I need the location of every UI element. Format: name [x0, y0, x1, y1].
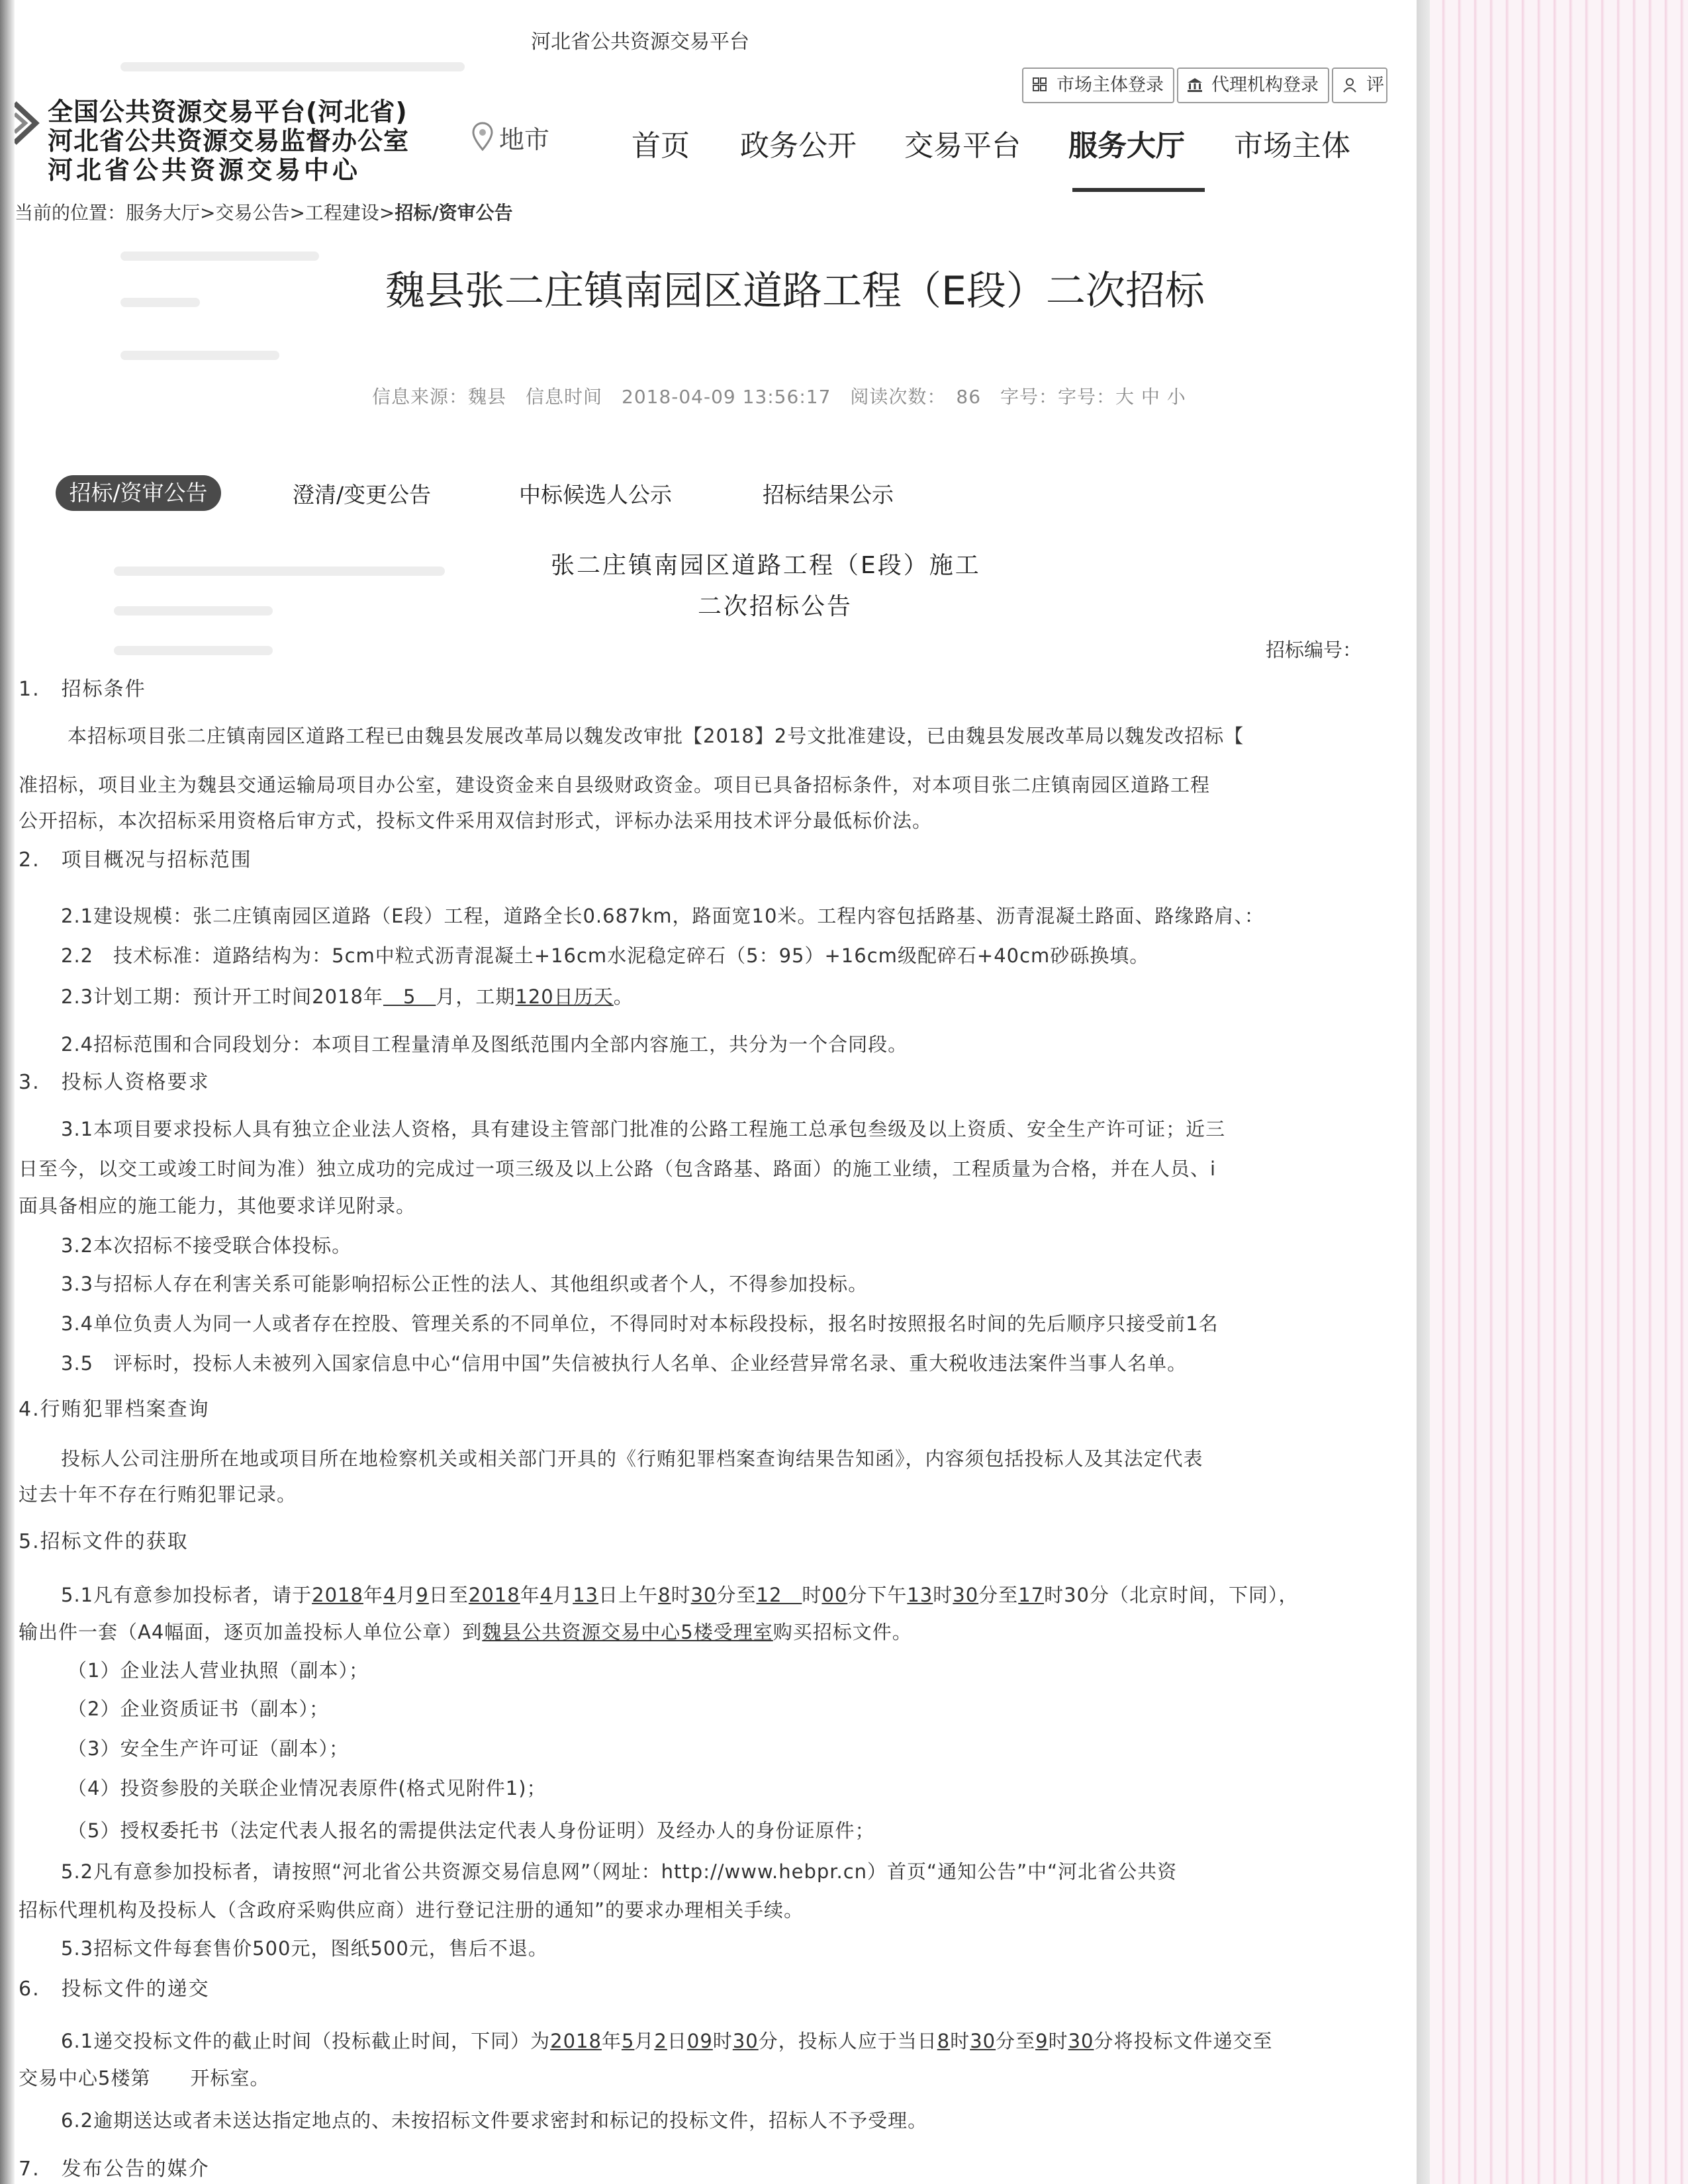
- text: 魏县公共资源交易中心5楼受理室: [482, 1621, 773, 1643]
- section-heading-1: 1. 招标条件: [19, 678, 146, 701]
- paragraph-line: [19, 1617, 912, 1645]
- text: 13: [907, 1584, 933, 1606]
- market-login-label: 市场主体登录: [1056, 75, 1164, 95]
- paragraph-line: 准招标，项目业主为魏县交通运输局项目办公室，建设资金来自县级财政资金。项目已具备招标条件，对本项目张二庄镇南园区道路工程: [19, 774, 1211, 796]
- text: 年: [601, 2030, 622, 2052]
- agent-login-label: 代理机构登录: [1211, 75, 1319, 95]
- text: 09: [686, 2030, 713, 2052]
- logo-line-3: 河北省公共资源交易中心: [48, 156, 361, 185]
- nav-service-hall[interactable]: 服务大厅: [1068, 129, 1185, 163]
- text: 5.1凡有意参加投标者，请于: [61, 1584, 312, 1606]
- paragraph-line: 投标人公司注册所在地或项目所在地检察机关或相关部门开具的《行贿犯罪档案查询结果告知函》，内容须包括投标人及其法定代表: [61, 1447, 1203, 1470]
- section-heading-6: 6. 投标文件的递交: [19, 1978, 210, 2001]
- text: 4: [539, 1584, 553, 1606]
- text: 分，投标人应于当日: [758, 2030, 937, 2052]
- text: 日: [667, 2030, 687, 2052]
- paragraph-line: 面具备相应的施工能力，其他要求详见附录。: [19, 1195, 416, 1217]
- text: 12: [756, 1584, 802, 1606]
- bleed-through: [114, 567, 445, 576]
- paragraph-line: [61, 1580, 1299, 1608]
- market-login-button[interactable]: [1022, 68, 1174, 103]
- text: 2.3计划工期：预计开工时间2018年: [61, 985, 383, 1008]
- city-selector[interactable]: [478, 119, 549, 156]
- bleed-through: [120, 298, 200, 307]
- text: 月: [634, 2030, 655, 2052]
- paragraph-line: 3.5 评标时，投标人未被列入国家信息中心“信用中国”失信被执行人名单、企业经营异常名录、重大税收违法案件当事人名单。: [61, 1352, 1188, 1375]
- text: 日至: [428, 1584, 469, 1606]
- text: 年: [520, 1584, 540, 1606]
- tender-code-label: 招标编号：: [1266, 639, 1362, 661]
- paragraph-line: 3.4单位负责人为同一人或者存在控股、管理关系的不同单位，不得同时对本标段投标，报名时按照报名时间的先后顺序只接受前1名: [61, 1312, 1219, 1335]
- city-label: 地市: [499, 125, 550, 154]
- text: 5: [383, 985, 436, 1008]
- tab-candidates[interactable]: 中标候选人公示: [519, 482, 672, 508]
- document-page: [15, 0, 1417, 2184]
- bleed-through: [120, 351, 279, 360]
- text: 9: [416, 1584, 429, 1606]
- text: 月: [553, 1584, 573, 1606]
- text: 00: [821, 1584, 848, 1606]
- tab-tender-notice[interactable]: 招标/资审公告: [56, 475, 221, 511]
- nav-active-indicator: [1072, 188, 1205, 192]
- paragraph-line: 3.3与招标人存在利害关系可能影响招标公正性的法人、其他组织或者个人，不得参加投标。: [61, 1273, 868, 1295]
- nav-market-entity[interactable]: 市场主体: [1234, 129, 1350, 163]
- scan-page-stack: [1430, 0, 1688, 2184]
- paragraph-line: 过去十年不存在行贿犯罪记录。: [19, 1483, 297, 1506]
- text: 分将投标文件递交至: [1094, 2030, 1273, 2052]
- platform-logo-icon: [15, 97, 41, 150]
- text: 购买招标文件。: [773, 1621, 912, 1643]
- text: 分至: [716, 1584, 757, 1606]
- text: 2018: [468, 1584, 520, 1606]
- paragraph-line: 公开招标，本次招标采用资格后审方式，投标文件采用双信封形式，评标办法采用技术评分最低标价法。: [19, 809, 933, 832]
- text: 时30分（北京时间，下同），: [1044, 1584, 1299, 1606]
- text: 30: [953, 1584, 979, 1606]
- paragraph-line: 5.3招标文件每套售价500元，图纸500元，售后不退。: [61, 1937, 548, 1960]
- expert-login-button[interactable]: [1332, 68, 1387, 103]
- notice-title-line-1: 张二庄镇南园区道路工程（E段）施工: [551, 552, 981, 579]
- text: 120日历天: [515, 985, 614, 1008]
- location-pin-icon: [471, 122, 494, 151]
- list-item: （5）授权委托书（法定代表人报名的需提供法定代表人身份证明）及经办人的身份证原件；: [68, 1819, 875, 1842]
- expert-login-label: 评: [1366, 75, 1384, 95]
- nav-gov-affairs[interactable]: 政务公开: [740, 129, 857, 163]
- logo-line-2: 河北省公共资源交易监督办公室: [48, 126, 410, 156]
- paragraph-line: [61, 2026, 1273, 2054]
- page-title: 魏县张二庄镇南园区道路工程（E段）二次招标: [385, 268, 1205, 314]
- nav-home[interactable]: 首页: [632, 129, 690, 163]
- text: 时: [950, 2030, 970, 2052]
- text: 8: [937, 2030, 951, 2052]
- breadcrumb-current: 招标/资审公告: [395, 202, 513, 224]
- bank-icon: [1186, 76, 1203, 93]
- text: 9: [1035, 2030, 1049, 2052]
- text: 30: [970, 2030, 996, 2052]
- tab-results[interactable]: 招标结果公示: [763, 482, 894, 508]
- text: 。: [613, 985, 633, 1008]
- bleed-through: [120, 251, 319, 261]
- section-heading-2: 2. 项目概况与招标范围: [19, 848, 252, 872]
- text: 2018: [550, 2030, 602, 2052]
- text: 时: [1048, 2030, 1068, 2052]
- text: 分至: [978, 1584, 1019, 1606]
- notice-title-line-2: 二次招标公告: [698, 593, 853, 620]
- tab-clarification[interactable]: 澄清/变更公告: [293, 482, 432, 508]
- paragraph-line: 3.2本次招标不接受联合体投标。: [61, 1234, 352, 1257]
- text: 6.1递交投标文件的截止时间（投标截止时间，下同）为: [61, 2030, 551, 2052]
- text: 分下午: [847, 1584, 908, 1606]
- text: 8: [658, 1584, 671, 1606]
- text: 年: [363, 1584, 383, 1606]
- text: 月: [396, 1584, 416, 1606]
- text: 17: [1018, 1584, 1045, 1606]
- logo-line-1: 全国公共资源交易平台(河北省): [48, 97, 408, 126]
- list-item: （1）企业法人营业执照（副本）；: [68, 1659, 369, 1682]
- paragraph-line: 2.2 技术标准：道路结构为：5cm中粒式沥青混凝土+16cm水泥稳定碎石（5：95）+16cm级配碎石+40cm砂砾换填。: [61, 944, 1150, 967]
- list-item: （4）投资参股的关联企业情况表原件(格式见附件1)；: [68, 1777, 547, 1799]
- text: 时: [933, 1584, 953, 1606]
- paragraph-line: 交易中心5楼第 开标室。: [19, 2067, 270, 2089]
- bleed-through: [114, 646, 273, 655]
- paragraph-line: 本招标项目张二庄镇南园区道路工程已由魏县发展改革局以魏发改审批【2018】2号文批准建设，已由魏县发展改革局以魏发改招标【: [68, 725, 1244, 747]
- paragraph-line: [61, 982, 633, 1009]
- text: 5: [621, 2030, 635, 2052]
- article-meta: 信息来源：魏县 信息时间 2018-04-09 13:56:17 阅读次数： 86 字号：字号：大 中 小: [372, 386, 1186, 408]
- paragraph-line: 2.4招标范围和合同段划分：本项目工程量清单及图纸范围内全部内容施工，共分为一个合同段。: [61, 1033, 908, 1056]
- paragraph-line: 2.1建设规模：张二庄镇南园区道路（E段）工程，道路全长0.687km，路面宽10米。工程内容包括路基、沥青混凝土路面、路缘路肩、：: [61, 905, 1264, 927]
- text: 时: [712, 2030, 733, 2052]
- user-icon: [1341, 76, 1358, 93]
- bleed-through: [120, 62, 465, 71]
- text: 输出件一套（A4幅面，逐页加盖投标人单位公章）到: [19, 1621, 483, 1643]
- nav-trading-platform[interactable]: 交易平台: [904, 129, 1021, 163]
- text: 30: [690, 1584, 717, 1606]
- site-top-title: 河北省公共资源交易平台: [531, 30, 749, 54]
- paragraph-line: 6.2逾期送达或者未送达指定地点的、未按招标文件要求密封和标记的投标文件，招标人不予受理。: [61, 2109, 928, 2132]
- section-heading-7: 7. 发布公告的媒介: [19, 2158, 210, 2181]
- user-group-icon: [1031, 76, 1049, 93]
- scan-left-shadow: [0, 0, 15, 2184]
- text: 30: [1068, 2030, 1094, 2052]
- text: 时: [671, 1584, 691, 1606]
- agent-login-button[interactable]: [1177, 68, 1329, 103]
- breadcrumb-path[interactable]: 当前的位置：服务大厅>交易公告>工程建设>: [15, 202, 395, 224]
- paragraph-line: 招标代理机构及投标人（含政府采购供应商）进行登记注册的通知”的要求办理相关手续。: [19, 1899, 804, 1921]
- text: 时: [802, 1584, 822, 1606]
- text: 13: [573, 1584, 599, 1606]
- breadcrumb: [15, 199, 513, 225]
- text: 30: [732, 2030, 759, 2052]
- paragraph-line: 3.1本项目要求投标人具有独立企业法人资格，具有建设主管部门批准的公路工程施工总承包叁级及以上资质、安全生产许可证；近三: [61, 1118, 1226, 1140]
- list-item: （2）企业资质证书（副本）；: [68, 1698, 329, 1720]
- text: 4: [383, 1584, 397, 1606]
- paragraph-line: 日至今，以交工或竣工时间为准）独立成功的完成过一项三级及以上公路（包含路基、路面）的施工业绩，工程质量为合格，并在人员、i: [19, 1158, 1217, 1180]
- text: 日上午: [598, 1584, 659, 1606]
- section-heading-4: 4.行贿犯罪档案查询: [19, 1398, 210, 1421]
- section-heading-3: 3. 投标人资格要求: [19, 1071, 210, 1094]
- text: 分至: [996, 2030, 1036, 2052]
- text: 月，工期: [436, 985, 516, 1008]
- section-heading-5: 5.招标文件的获取: [19, 1530, 189, 1553]
- bleed-through: [114, 606, 273, 615]
- paragraph-line: 5.2凡有意参加投标者，请按照“河北省公共资源交易信息网”（网址：http://www.hebpr.cn）首页“通知公告”中“河北省公共资: [61, 1860, 1178, 1883]
- text: 2018: [312, 1584, 363, 1606]
- text: 2: [654, 2030, 667, 2052]
- list-item: （3）安全生产许可证（副本）；: [68, 1737, 349, 1760]
